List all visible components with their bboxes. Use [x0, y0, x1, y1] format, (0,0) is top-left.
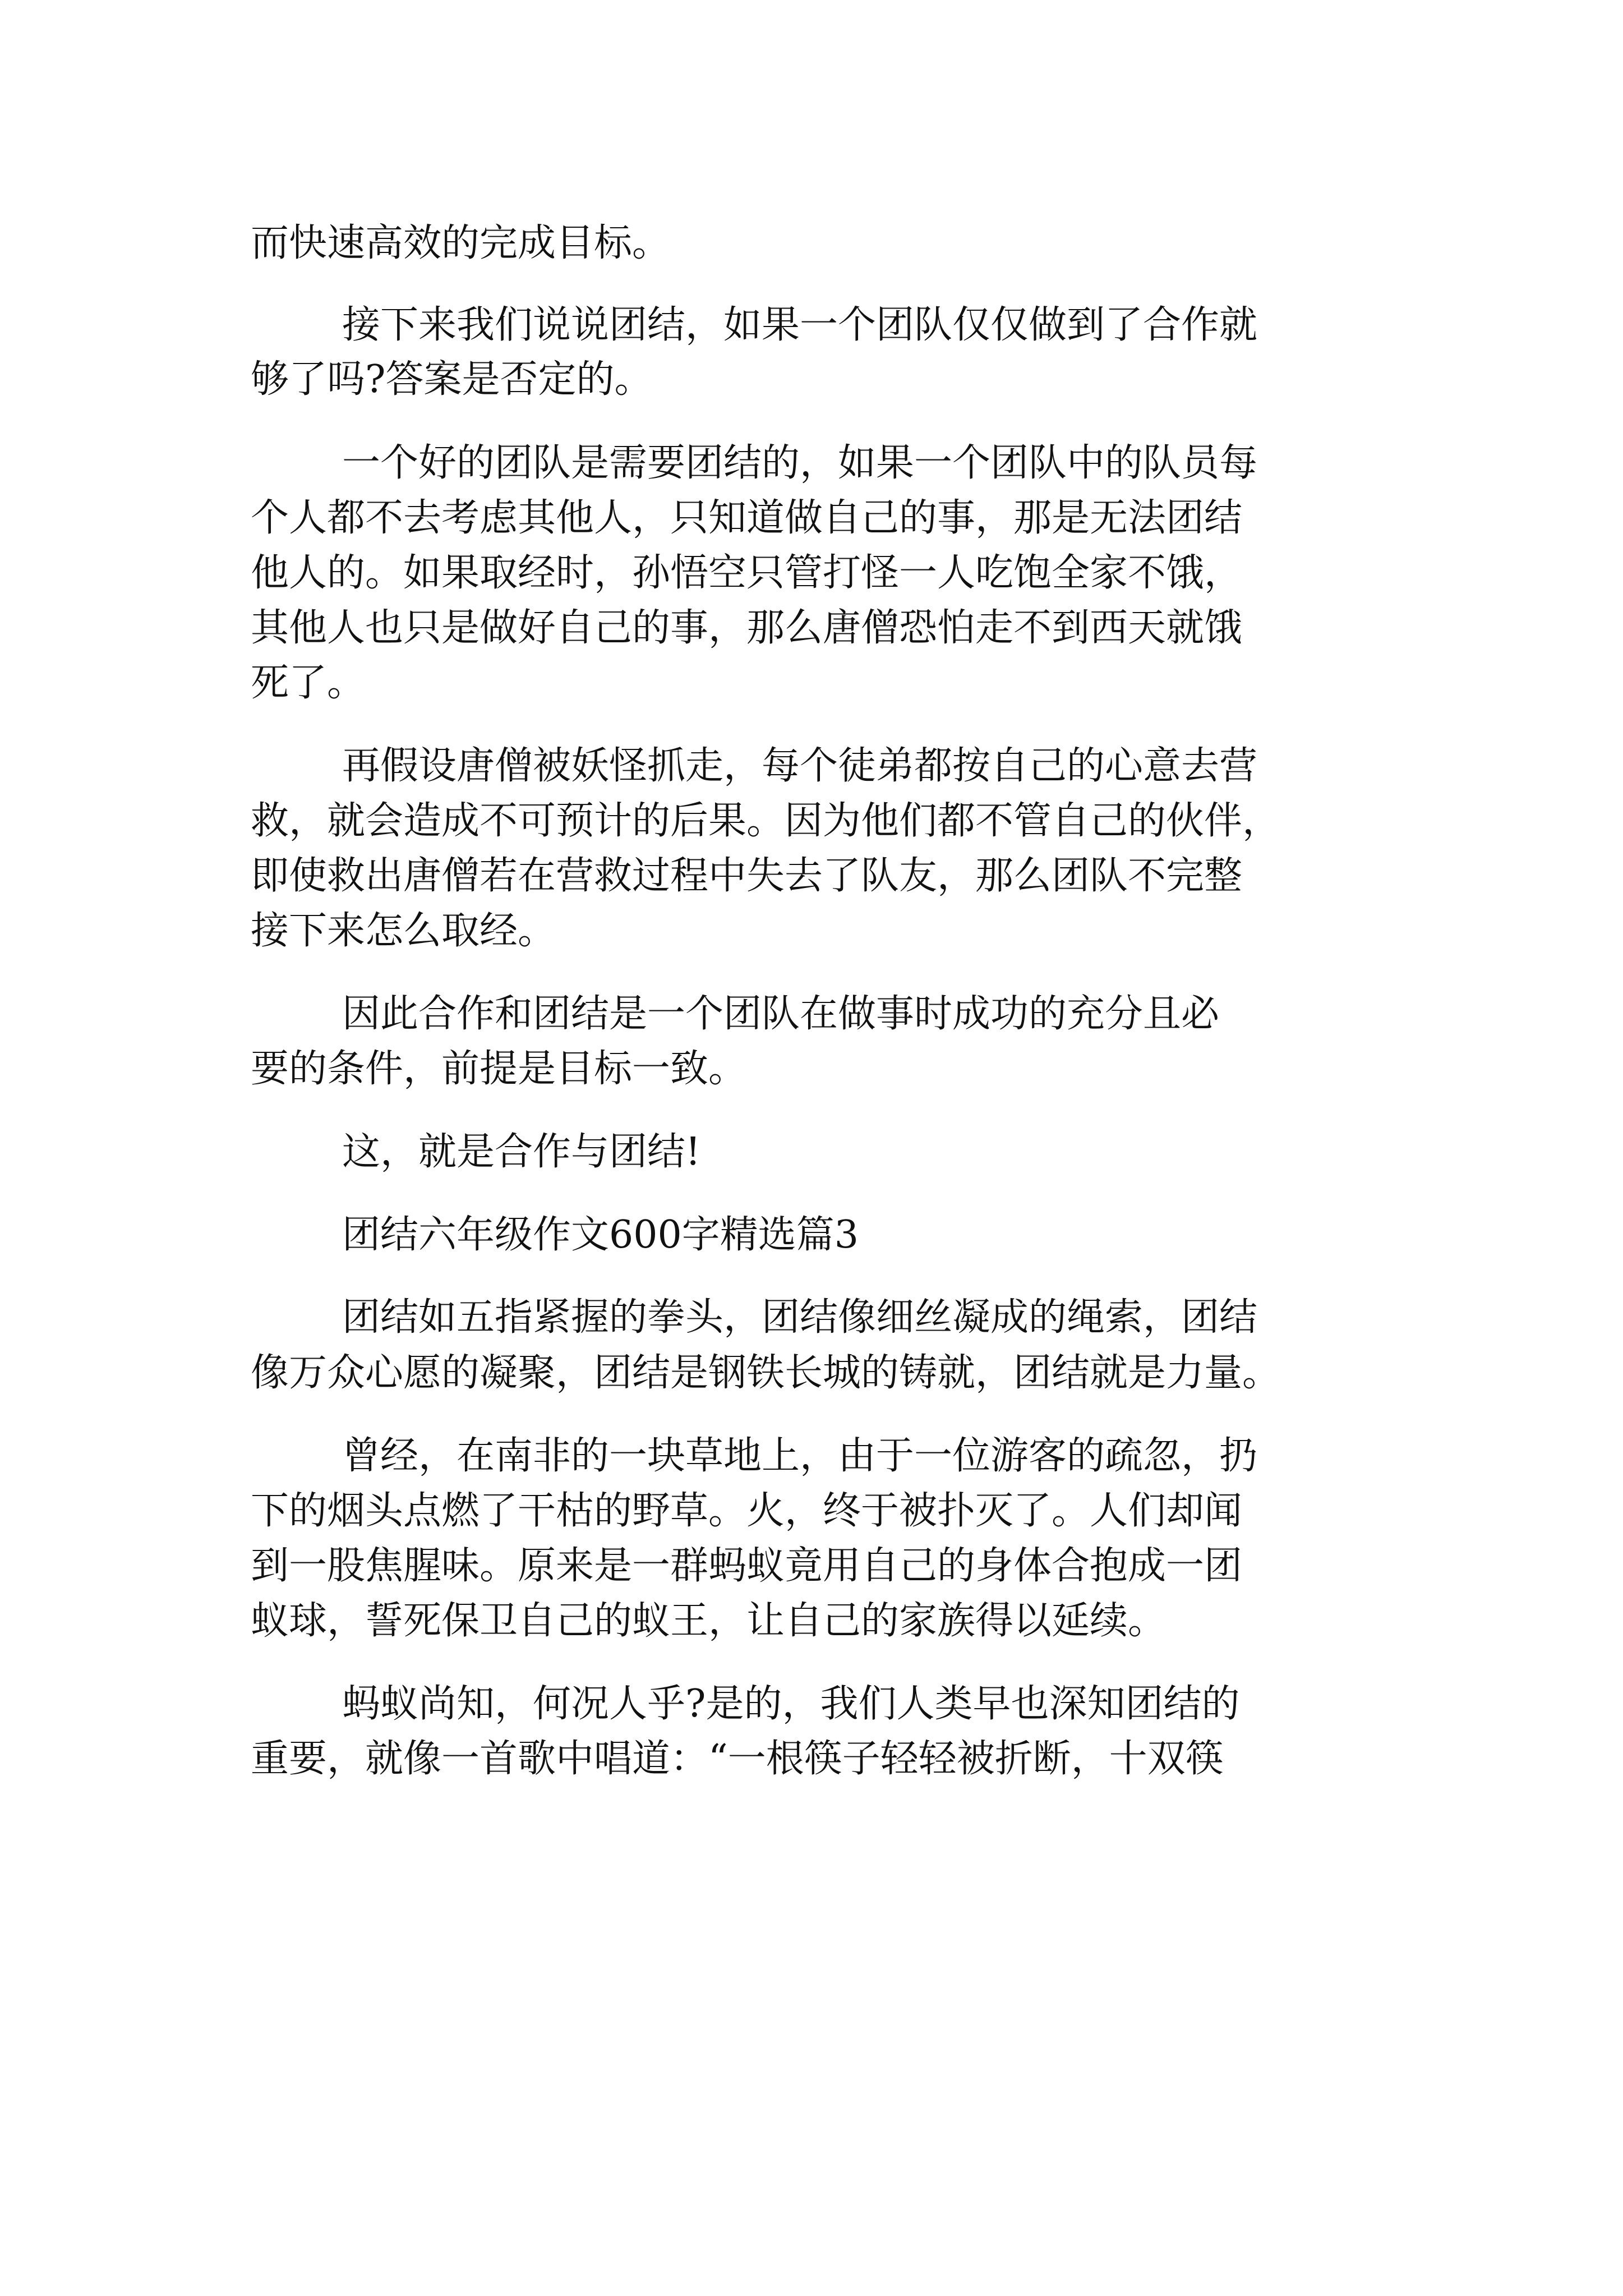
- text-line: 重要，就像一首歌中唱道：“一根筷子轻轻被折断，十双筷: [251, 1737, 1224, 1781]
- text-line: 死了。: [251, 661, 366, 705]
- text-line: 要的条件，前提是目标一致。: [251, 1047, 747, 1091]
- text-line: 下的烟头点燃了干枯的野草。火，终于被扑灭了。人们却闻: [251, 1489, 1243, 1533]
- text-line: 接下来怎么取经。: [251, 909, 556, 953]
- text-line: 曾经，在南非的一块草地上，由于一位游客的疏忽，扔: [342, 1434, 1258, 1478]
- text-line: 他人的。如果取经时，孙悟空只管打怪一人吃饱全家不饿，: [251, 551, 1243, 595]
- text-line: 够了吗?答案是否定的。: [251, 357, 653, 402]
- text-line: 而快速高效的完成目标。: [251, 221, 671, 265]
- text-line: 像万众心愿的凝聚，团结是钢铁长城的铸就，团结就是力量。: [251, 1351, 1281, 1395]
- text-line: 其他人也只是做好自己的事，那么唐僧恐怕走不到西天就饿: [251, 606, 1243, 650]
- text-line: 这，就是合作与团结!: [342, 1130, 701, 1174]
- text-line: 到一股焦腥味。原来是一群蚂蚁竟用自己的身体合抱成一团: [251, 1544, 1243, 1588]
- text-line: 蚁球，誓死保卫自己的蚁王，让自己的家族得以延续。: [251, 1599, 1166, 1643]
- text-line: 救，就会造成不可预计的后果。因为他们都不管自己的伙伴，: [251, 799, 1281, 843]
- text-line: 团结如五指紧握的拳头，团结像细丝凝成的绳索，团结: [342, 1295, 1258, 1340]
- text-line: 一个好的团队是需要团结的，如果一个团队中的队员每: [342, 441, 1258, 485]
- text-line: 个人都不去考虑其他人，只知道做自己的事，那是无法团结: [251, 496, 1243, 540]
- text-line: 接下来我们说说团结，如果一个团队仅仅做到了合作就: [342, 303, 1258, 347]
- section-heading: 团结六年级作文600字精选篇3: [342, 1213, 859, 1257]
- text-line: 再假设唐僧被妖怪抓走，每个徒弟都按自己的心意去营: [342, 744, 1258, 788]
- text-line: 蚂蚁尚知，何况人乎?是的，我们人类早也深知团结的: [342, 1682, 1240, 1726]
- text-line: 因此合作和团结是一个团队在做事时成功的充分且必: [342, 992, 1220, 1036]
- text-line: 即使救出唐僧若在营救过程中失去了队友，那么团队不完整: [251, 854, 1243, 898]
